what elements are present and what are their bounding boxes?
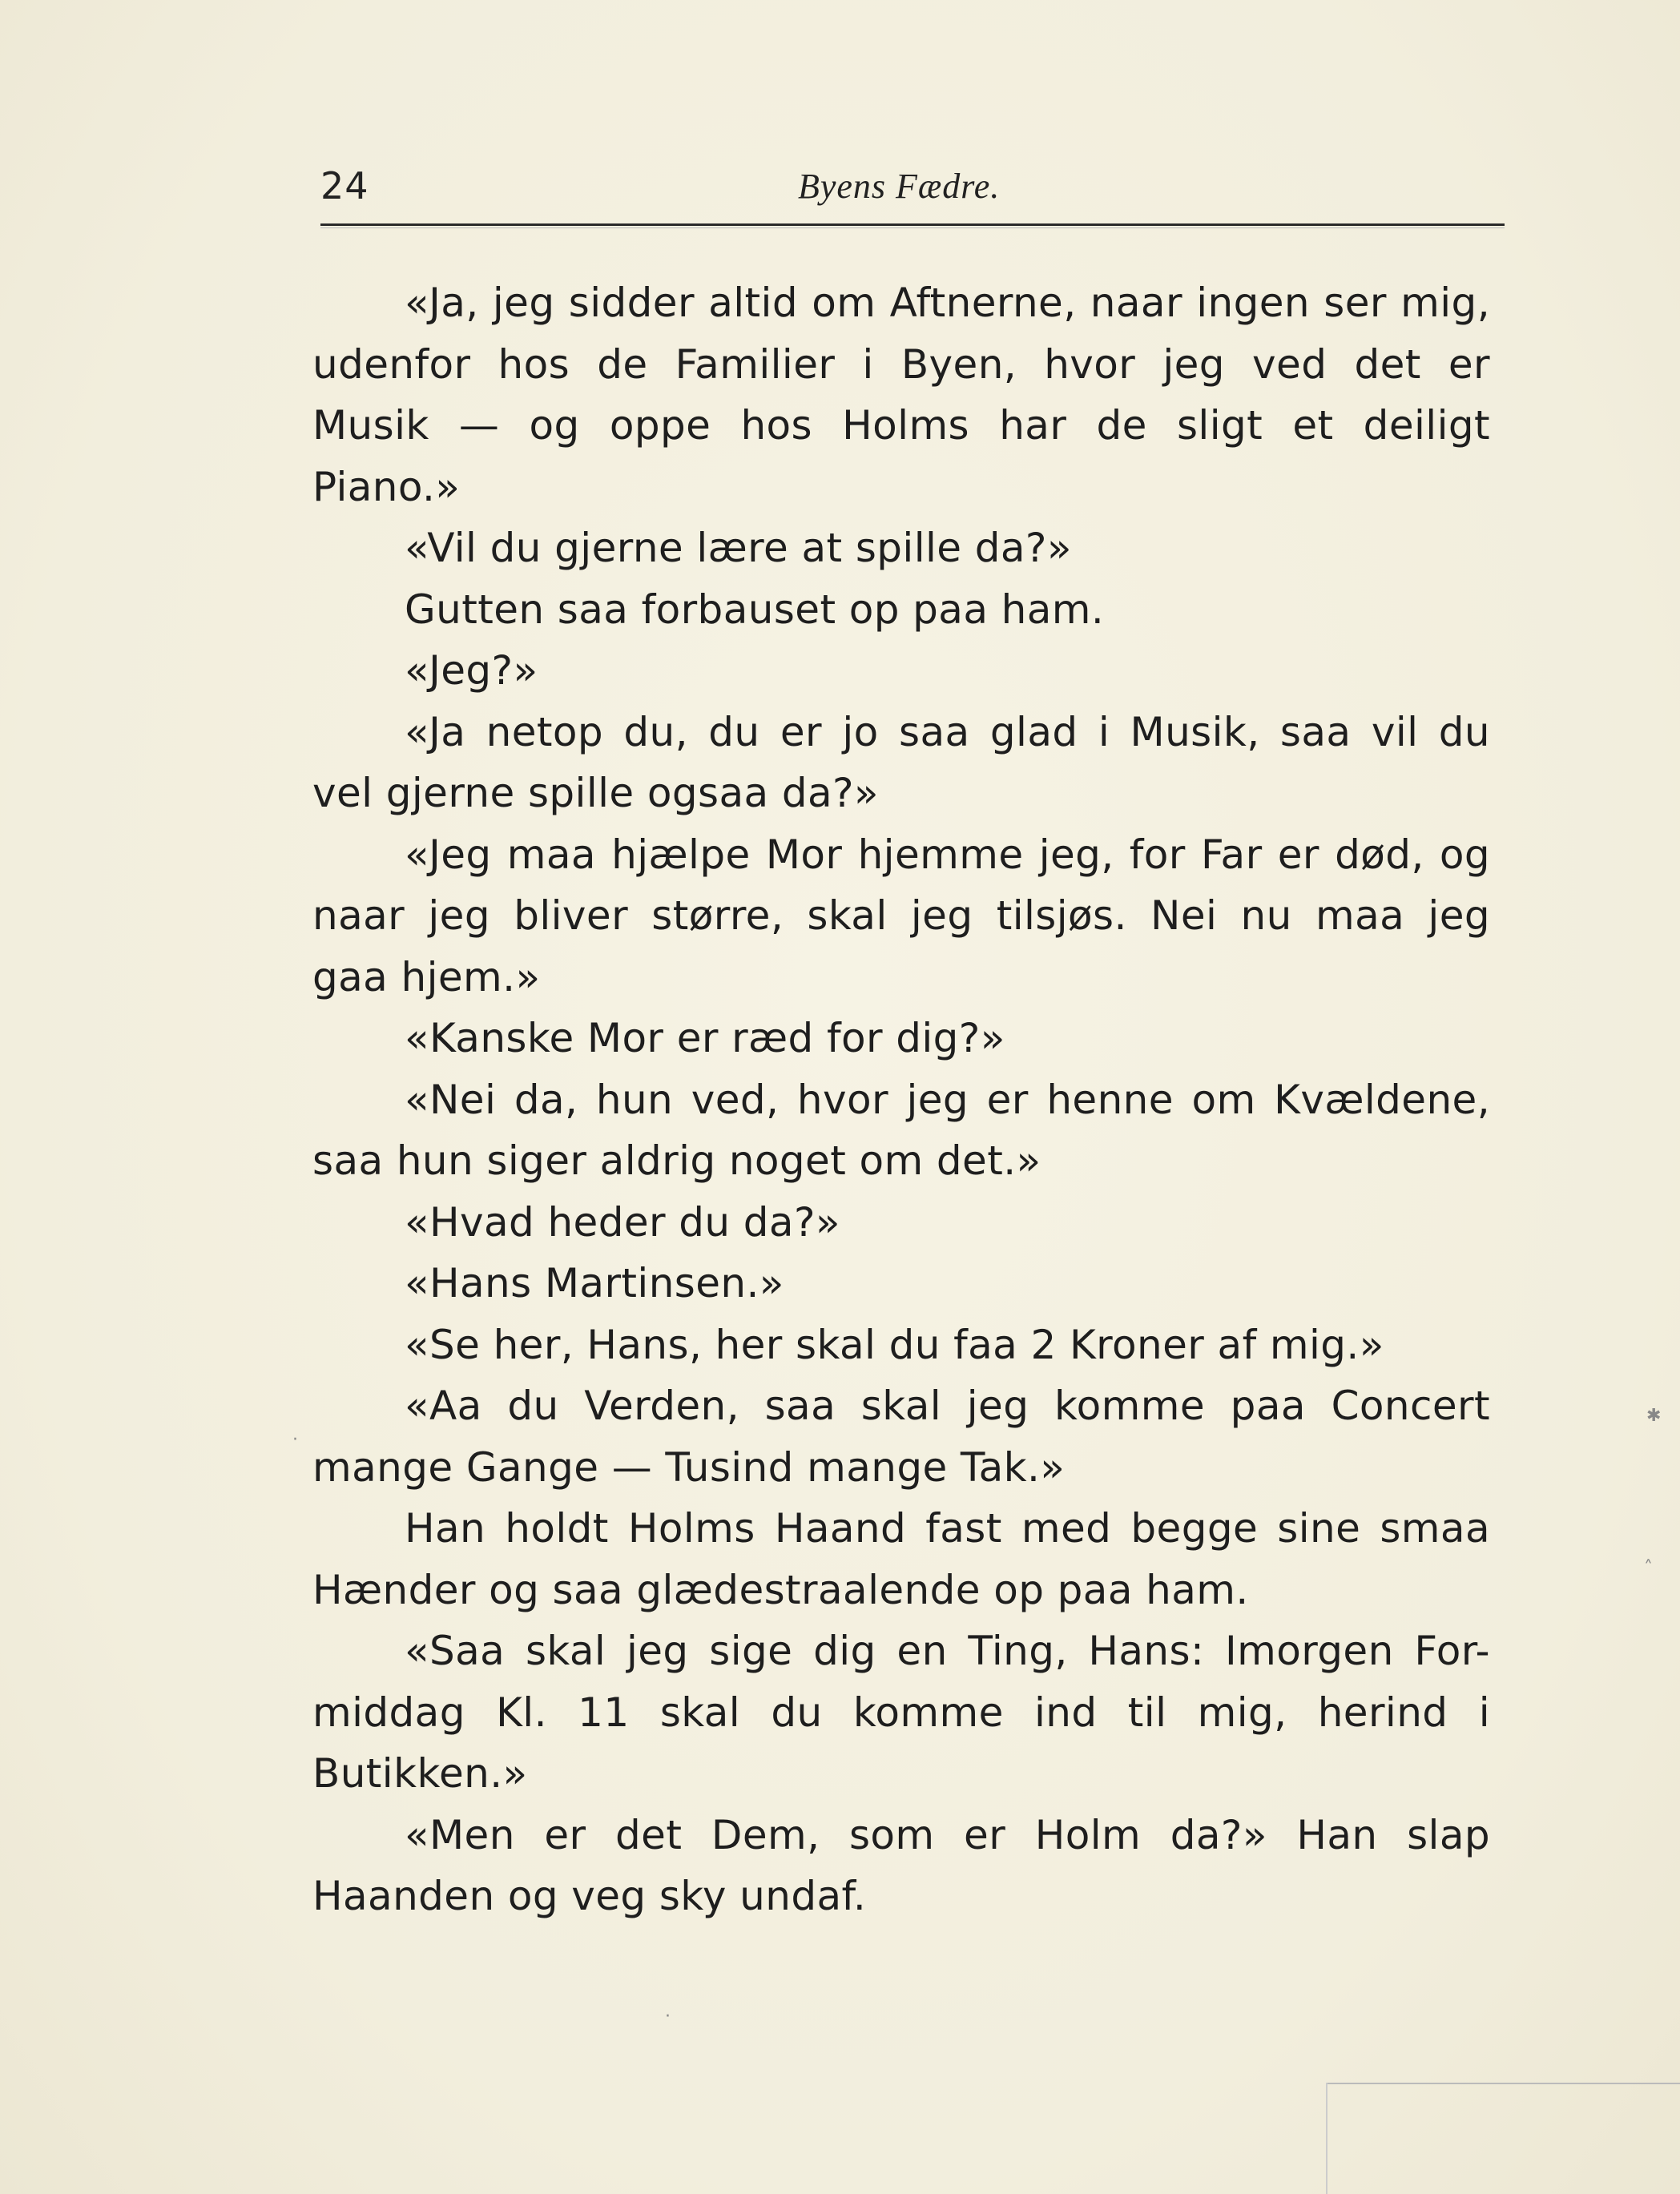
margin-speck: ˄ xyxy=(1644,1558,1653,1578)
text-line: «Jeg maa hjælpe Mor hjemme jeg, for Far er død, og xyxy=(405,831,1490,878)
text-line: «Men er det Dem, som er Holm da?» Han slap xyxy=(405,1811,1490,1858)
text-line: Han holdt Holms Haand fast med begge sine smaa xyxy=(405,1505,1490,1552)
header-rule xyxy=(320,223,1505,226)
text-line: vel gjerne spille ogsaa da?» xyxy=(312,770,879,816)
text-line: «Ja netop du, du er jo saa glad i Musik, saa vil du xyxy=(405,708,1490,755)
page-number: 24 xyxy=(320,164,369,207)
scan-edge-mark xyxy=(1326,2083,1680,2084)
running-title: Byens Fædre. xyxy=(798,167,1001,206)
margin-speck: · xyxy=(292,1430,298,1450)
text-line: «Jeg?» xyxy=(405,647,538,694)
text-line: naar jeg bliver større, skal jeg tilsjøs. Nei nu maa jeg xyxy=(312,892,1490,939)
text-line: gaa hjem.» xyxy=(312,953,541,1000)
text-line: Musik — og oppe hos Holms har de sligt et deiligt xyxy=(312,402,1490,449)
margin-speck: · xyxy=(665,2007,671,2027)
text-line: «Ja, jeg sidder altid om Aftnerne, naar ingen ser mig, xyxy=(405,280,1490,326)
scan-edge-mark xyxy=(1326,2083,1327,2194)
text-line: «Nei da, hun ved, hvor jeg er henne om Kvældene, xyxy=(405,1076,1490,1123)
text-line: «Hans Martinsen.» xyxy=(405,1260,784,1306)
header-rule-shadow xyxy=(320,227,1505,228)
text-line: «Kanske Mor er ræd for dig?» xyxy=(405,1015,1005,1061)
margin-speck: ✱ xyxy=(1646,1406,1662,1426)
text-line: udenfor hos de Familier i Byen, hvor jeg ved det er xyxy=(312,340,1490,388)
text-line: «Se her, Hans, her skal du faa 2 Kroner af mig.» xyxy=(405,1321,1384,1368)
text-line: «Aa du Verden, saa skal jeg komme paa Concert xyxy=(405,1383,1490,1429)
text-line: «Saa skal jeg sige dig en Ting, Hans: Imorgen For- xyxy=(405,1628,1490,1674)
text-line: «Vil du gjerne lære at spille da?» xyxy=(405,525,1072,571)
text-line: «Hvad heder du da?» xyxy=(405,1198,840,1246)
text-line: Piano.» xyxy=(312,463,461,510)
text-line: saa hun siger aldrig noget om det.» xyxy=(312,1137,1041,1184)
text-line: Gutten saa forbauset op paa ham. xyxy=(405,586,1105,633)
text-line: Haanden og veg sky undaf. xyxy=(312,1873,867,1919)
text-line: mange Gange — Tusind mange Tak.» xyxy=(312,1443,1066,1491)
text-line: middag Kl. 11 skal du komme ind til mig, herind i xyxy=(312,1689,1490,1736)
text-line: Hænder og saa glædestraalende op paa ham. xyxy=(312,1566,1249,1613)
page-header xyxy=(320,164,1505,220)
text-line: Butikken.» xyxy=(312,1750,528,1797)
body-text xyxy=(312,272,1490,1927)
